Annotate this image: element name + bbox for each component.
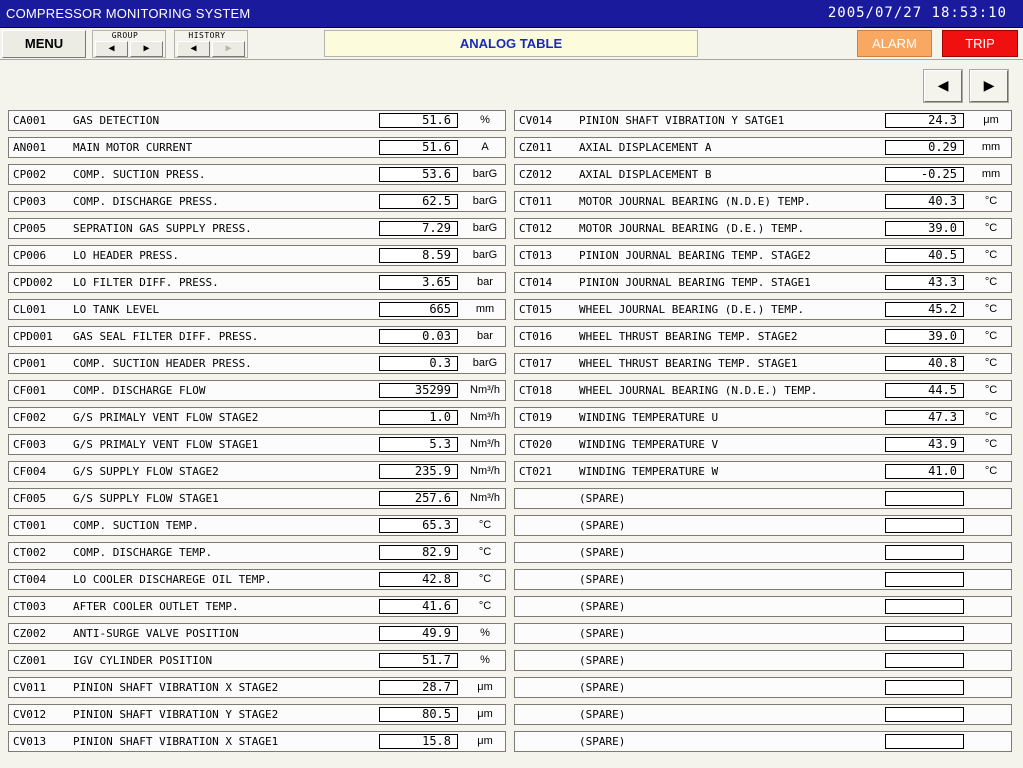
tag-description: WHEEL THRUST BEARING TEMP. STAGE2 xyxy=(579,330,798,343)
tag-id: CV011 xyxy=(13,681,47,694)
tag-description: (SPARE) xyxy=(579,654,626,667)
tag-value: 40.8 xyxy=(885,356,964,371)
tag-unit: barG xyxy=(472,168,498,180)
analog-table-right xyxy=(514,110,1012,758)
page-next-button[interactable] xyxy=(970,70,1008,102)
tag-value: 24.3 xyxy=(885,113,964,128)
table-row[interactable] xyxy=(514,272,1012,293)
tag-id: CL001 xyxy=(13,303,47,316)
tag-id: CPD001 xyxy=(13,330,53,343)
tag-id: AN001 xyxy=(13,141,47,154)
tag-unit: barG xyxy=(472,195,498,207)
tag-description: WHEEL JOURNAL BEARING (N.D.E.) TEMP. xyxy=(579,384,818,397)
tag-id: CT011 xyxy=(519,195,553,208)
tag-value: 39.0 xyxy=(885,221,964,236)
table-row[interactable] xyxy=(8,137,506,158)
tag-value xyxy=(885,734,964,749)
tag-value: 35299 xyxy=(379,383,458,398)
tag-unit: barG xyxy=(472,222,498,234)
tag-description: WHEEL THRUST BEARING TEMP. STAGE1 xyxy=(579,357,798,370)
tag-value: 43.3 xyxy=(885,275,964,290)
tag-description: LO FILTER DIFF. PRESS. xyxy=(73,276,219,289)
tag-description: G/S PRIMALY VENT FLOW STAGE2 xyxy=(73,411,259,424)
tag-description: PINION SHAFT VIBRATION X STAGE1 xyxy=(73,735,279,748)
tag-value: 0.03 xyxy=(379,329,458,344)
trip-button[interactable]: TRIP xyxy=(942,30,1018,57)
tag-description: (SPARE) xyxy=(579,627,626,640)
tag-description: WINDING TEMPERATURE W xyxy=(579,465,719,478)
tag-description: COMP. SUCTION HEADER PRESS. xyxy=(73,357,252,370)
table-row[interactable] xyxy=(8,191,506,212)
tag-description: COMP. SUCTION TEMP. xyxy=(73,519,199,532)
tag-value: 0.3 xyxy=(379,356,458,371)
table-row[interactable] xyxy=(514,596,1012,617)
table-row[interactable] xyxy=(8,326,506,347)
tag-unit: barG xyxy=(472,357,498,369)
tag-value: 1.0 xyxy=(379,410,458,425)
tag-unit: °C xyxy=(984,249,998,261)
tag-unit: Nm³/h xyxy=(470,438,500,450)
tag-unit: °C xyxy=(984,330,998,342)
tag-description: WHEEL JOURNAL BEARING (D.E.) TEMP. xyxy=(579,303,805,316)
tag-description: AXIAL DISPLACEMENT A xyxy=(579,141,712,154)
tag-unit: °C xyxy=(984,222,998,234)
tag-value: 51.6 xyxy=(379,140,458,155)
tag-id: CT013 xyxy=(519,249,553,262)
table-row[interactable] xyxy=(8,110,506,131)
tag-value xyxy=(885,599,964,614)
tag-unit: % xyxy=(480,654,490,666)
tag-description: WINDING TEMPERATURE U xyxy=(579,411,719,424)
tag-id: CT016 xyxy=(519,330,553,343)
tag-value: 45.2 xyxy=(885,302,964,317)
tag-unit: °C xyxy=(478,519,492,531)
tag-value: 15.8 xyxy=(379,734,458,749)
tag-id: CZ001 xyxy=(13,654,47,667)
tag-value: 0.29 xyxy=(885,140,964,155)
page-prev-button[interactable] xyxy=(924,70,962,102)
tag-description: MOTOR JOURNAL BEARING (D.E.) TEMP. xyxy=(579,222,805,235)
table-row[interactable] xyxy=(514,515,1012,536)
table-row[interactable] xyxy=(8,434,506,455)
tag-unit: °C xyxy=(478,600,492,612)
tag-description: (SPARE) xyxy=(579,735,626,748)
tag-value: 44.5 xyxy=(885,383,964,398)
table-row[interactable] xyxy=(514,353,1012,374)
tag-id: CP002 xyxy=(13,168,47,181)
table-row[interactable] xyxy=(8,299,506,320)
tag-id: CZ012 xyxy=(519,168,553,181)
history-next-button[interactable] xyxy=(212,41,245,57)
tag-value: 53.6 xyxy=(379,167,458,182)
table-row[interactable] xyxy=(8,380,506,401)
table-row[interactable] xyxy=(514,650,1012,671)
tag-unit: mm xyxy=(981,168,1001,180)
tag-id: CF001 xyxy=(13,384,47,397)
table-row[interactable] xyxy=(8,272,506,293)
table-row[interactable] xyxy=(514,623,1012,644)
tag-unit: °C xyxy=(984,465,998,477)
tag-unit: °C xyxy=(984,384,998,396)
tag-unit: °C xyxy=(478,573,492,585)
tag-description: G/S PRIMALY VENT FLOW STAGE1 xyxy=(73,438,259,451)
tag-value xyxy=(885,626,964,641)
tag-description: LO COOLER DISCHAREGE OIL TEMP. xyxy=(73,573,272,586)
tag-unit: °C xyxy=(984,195,998,207)
alarm-button[interactable]: ALARM xyxy=(857,30,932,57)
tag-unit: °C xyxy=(984,276,998,288)
table-row[interactable] xyxy=(8,650,506,671)
tag-description: AFTER COOLER OUTLET TEMP. xyxy=(73,600,239,613)
tag-unit: °C xyxy=(984,303,998,315)
tag-unit: °C xyxy=(478,546,492,558)
triangle-right-icon: ▶ xyxy=(143,43,150,54)
triangle-right-icon: ▶ xyxy=(225,43,232,54)
tag-description: (SPARE) xyxy=(579,600,626,613)
tag-description: (SPARE) xyxy=(579,546,626,559)
tag-value: 665 xyxy=(379,302,458,317)
tag-description: LO HEADER PRESS. xyxy=(73,249,179,262)
tag-description: PINION SHAFT VIBRATION X STAGE2 xyxy=(73,681,279,694)
table-row[interactable] xyxy=(514,488,1012,509)
tag-value xyxy=(885,680,964,695)
tag-id: CT021 xyxy=(519,465,553,478)
table-row[interactable] xyxy=(514,542,1012,563)
title-bar xyxy=(0,0,1023,28)
menu-button[interactable]: MENU xyxy=(2,30,86,58)
table-row[interactable] xyxy=(8,569,506,590)
tag-value: 42.8 xyxy=(379,572,458,587)
tag-description: MAIN MOTOR CURRENT xyxy=(73,141,193,154)
tag-value xyxy=(885,653,964,668)
triangle-left-icon: ◀ xyxy=(108,43,115,54)
table-row[interactable] xyxy=(514,191,1012,212)
tag-value: 235.9 xyxy=(379,464,458,479)
tag-id: CZ002 xyxy=(13,627,47,640)
table-row[interactable] xyxy=(8,623,506,644)
table-row[interactable] xyxy=(8,677,506,698)
tag-value: -0.25 xyxy=(885,167,964,182)
datetime-readout: 2005/07/27 18:53:10 xyxy=(827,5,1007,21)
table-row[interactable] xyxy=(8,515,506,536)
tag-id: CV012 xyxy=(13,708,47,721)
history-nav-label: HISTORY xyxy=(188,31,226,40)
group-nav xyxy=(92,30,166,58)
table-row[interactable] xyxy=(514,137,1012,158)
group-next-button[interactable] xyxy=(130,41,163,57)
tag-id: CP005 xyxy=(13,222,47,235)
tag-description: PINION SHAFT VIBRATION Y SATGE1 xyxy=(579,114,785,127)
table-row[interactable] xyxy=(8,245,506,266)
tag-value: 65.3 xyxy=(379,518,458,533)
tag-value: 51.6 xyxy=(379,113,458,128)
table-row[interactable] xyxy=(8,164,506,185)
tag-description: (SPARE) xyxy=(579,573,626,586)
tag-unit: A xyxy=(481,141,489,153)
table-row[interactable] xyxy=(514,407,1012,428)
analog-table-left xyxy=(8,110,506,758)
tag-description: G/S SUPPLY FLOW STAGE2 xyxy=(73,465,219,478)
tag-id: CF005 xyxy=(13,492,47,505)
tag-id: CP003 xyxy=(13,195,47,208)
tag-id: CA001 xyxy=(13,114,47,127)
tag-id: CT003 xyxy=(13,600,47,613)
app-title: COMPRESSOR MONITORING SYSTEM xyxy=(6,6,251,21)
tag-description: ANTI-SURGE VALVE POSITION xyxy=(73,627,239,640)
tag-value: 257.6 xyxy=(379,491,458,506)
tag-value: 43.9 xyxy=(885,437,964,452)
tag-description: PINION JOURNAL BEARING TEMP. STAGE1 xyxy=(579,276,811,289)
triangle-left-icon: ◀ xyxy=(190,43,197,54)
tag-description: (SPARE) xyxy=(579,681,626,694)
tag-id: CT004 xyxy=(13,573,47,586)
history-nav xyxy=(174,30,248,58)
table-row[interactable] xyxy=(8,488,506,509)
tag-id: CF003 xyxy=(13,438,47,451)
table-row[interactable] xyxy=(514,326,1012,347)
tag-value: 62.5 xyxy=(379,194,458,209)
table-row[interactable] xyxy=(8,542,506,563)
group-nav-label: GROUP xyxy=(111,31,139,40)
tag-unit: Nm³/h xyxy=(470,384,500,396)
tag-id: CP001 xyxy=(13,357,47,370)
tag-description: COMP. SUCTION PRESS. xyxy=(73,168,206,181)
tag-unit: mm xyxy=(981,141,1001,153)
tag-value: 40.3 xyxy=(885,194,964,209)
tag-unit: °C xyxy=(984,438,998,450)
table-row[interactable] xyxy=(8,218,506,239)
tag-value: 41.0 xyxy=(885,464,964,479)
tag-value: 51.7 xyxy=(379,653,458,668)
tag-unit: Nm³/h xyxy=(470,492,500,504)
tag-description: G/S SUPPLY FLOW STAGE1 xyxy=(73,492,219,505)
tag-unit: μm xyxy=(477,681,493,693)
tag-unit: barG xyxy=(472,249,498,261)
tag-description: LO TANK LEVEL xyxy=(73,303,160,316)
tag-description: AXIAL DISPLACEMENT B xyxy=(579,168,712,181)
table-row[interactable] xyxy=(8,704,506,725)
table-row[interactable] xyxy=(514,434,1012,455)
tag-value: 28.7 xyxy=(379,680,458,695)
triangle-right-icon: ▶ xyxy=(983,75,995,96)
tag-id: CV014 xyxy=(519,114,553,127)
tag-description: (SPARE) xyxy=(579,519,626,532)
tag-value xyxy=(885,572,964,587)
tag-value xyxy=(885,545,964,560)
table-row[interactable] xyxy=(8,461,506,482)
table-row[interactable] xyxy=(514,461,1012,482)
table-row[interactable] xyxy=(514,569,1012,590)
tag-value xyxy=(885,491,964,506)
tag-id: CT001 xyxy=(13,519,47,532)
tag-value: 7.29 xyxy=(379,221,458,236)
tag-description: SEPRATION GAS SUPPLY PRESS. xyxy=(73,222,252,235)
table-row[interactable] xyxy=(514,380,1012,401)
group-prev-button[interactable] xyxy=(95,41,128,57)
tag-value: 80.5 xyxy=(379,707,458,722)
tag-unit: μm xyxy=(477,735,493,747)
tag-id: CF002 xyxy=(13,411,47,424)
tag-description: GAS DETECTION xyxy=(73,114,160,127)
tag-value: 8.59 xyxy=(379,248,458,263)
tag-unit: °C xyxy=(984,357,998,369)
tag-id: CPD002 xyxy=(13,276,53,289)
tag-value: 41.6 xyxy=(379,599,458,614)
tag-value: 3.65 xyxy=(379,275,458,290)
tag-description: GAS SEAL FILTER DIFF. PRESS. xyxy=(73,330,259,343)
history-prev-button[interactable] xyxy=(177,41,210,57)
table-row[interactable] xyxy=(514,110,1012,131)
tag-unit: Nm³/h xyxy=(470,411,500,423)
table-row[interactable] xyxy=(514,677,1012,698)
tag-unit: bar xyxy=(477,276,493,288)
tag-description: WINDING TEMPERATURE V xyxy=(579,438,719,451)
tag-unit: % xyxy=(480,114,490,126)
toolbar xyxy=(0,28,1023,60)
tag-id: CT018 xyxy=(519,384,553,397)
tag-id: CV013 xyxy=(13,735,47,748)
tag-unit: mm xyxy=(475,303,495,315)
tag-value: 49.9 xyxy=(379,626,458,641)
table-row[interactable] xyxy=(8,353,506,374)
tag-description: MOTOR JOURNAL BEARING (N.D.E) TEMP. xyxy=(579,195,811,208)
table-row[interactable] xyxy=(514,218,1012,239)
tag-value: 82.9 xyxy=(379,545,458,560)
table-row[interactable] xyxy=(514,731,1012,752)
screen-title: ANALOG TABLE xyxy=(324,30,698,57)
tag-description: COMP. DISCHARGE PRESS. xyxy=(73,195,219,208)
tag-value xyxy=(885,707,964,722)
tag-unit: μm xyxy=(983,114,999,126)
triangle-left-icon: ◀ xyxy=(937,75,949,96)
tag-unit: °C xyxy=(984,411,998,423)
table-row[interactable] xyxy=(514,704,1012,725)
table-row[interactable] xyxy=(514,245,1012,266)
tag-value: 40.5 xyxy=(885,248,964,263)
tag-description: (SPARE) xyxy=(579,492,626,505)
table-row[interactable] xyxy=(8,731,506,752)
tag-unit: % xyxy=(480,627,490,639)
table-row[interactable] xyxy=(8,596,506,617)
tag-id: CT015 xyxy=(519,303,553,316)
tag-id: CT012 xyxy=(519,222,553,235)
tag-value: 5.3 xyxy=(379,437,458,452)
tag-id: CT014 xyxy=(519,276,553,289)
tag-value xyxy=(885,518,964,533)
tag-description: PINION JOURNAL BEARING TEMP. STAGE2 xyxy=(579,249,811,262)
table-row[interactable] xyxy=(8,407,506,428)
tag-description: COMP. DISCHARGE TEMP. xyxy=(73,546,213,559)
tag-id: CF004 xyxy=(13,465,47,478)
tag-unit: μm xyxy=(477,708,493,720)
tag-id: CT019 xyxy=(519,411,553,424)
tag-unit: bar xyxy=(477,330,493,342)
tag-description: COMP. DISCHARGE FLOW xyxy=(73,384,206,397)
tag-id: CP006 xyxy=(13,249,47,262)
tag-id: CT002 xyxy=(13,546,47,559)
tag-value: 47.3 xyxy=(885,410,964,425)
tag-description: IGV CYLINDER POSITION xyxy=(73,654,213,667)
table-row[interactable] xyxy=(514,299,1012,320)
tag-description: PINION SHAFT VIBRATION Y STAGE2 xyxy=(73,708,279,721)
tag-value: 39.0 xyxy=(885,329,964,344)
tag-id: CZ011 xyxy=(519,141,553,154)
tag-id: CT020 xyxy=(519,438,553,451)
tag-id: CT017 xyxy=(519,357,553,370)
tag-unit: Nm³/h xyxy=(470,465,500,477)
table-row[interactable] xyxy=(514,164,1012,185)
tag-description: (SPARE) xyxy=(579,708,626,721)
